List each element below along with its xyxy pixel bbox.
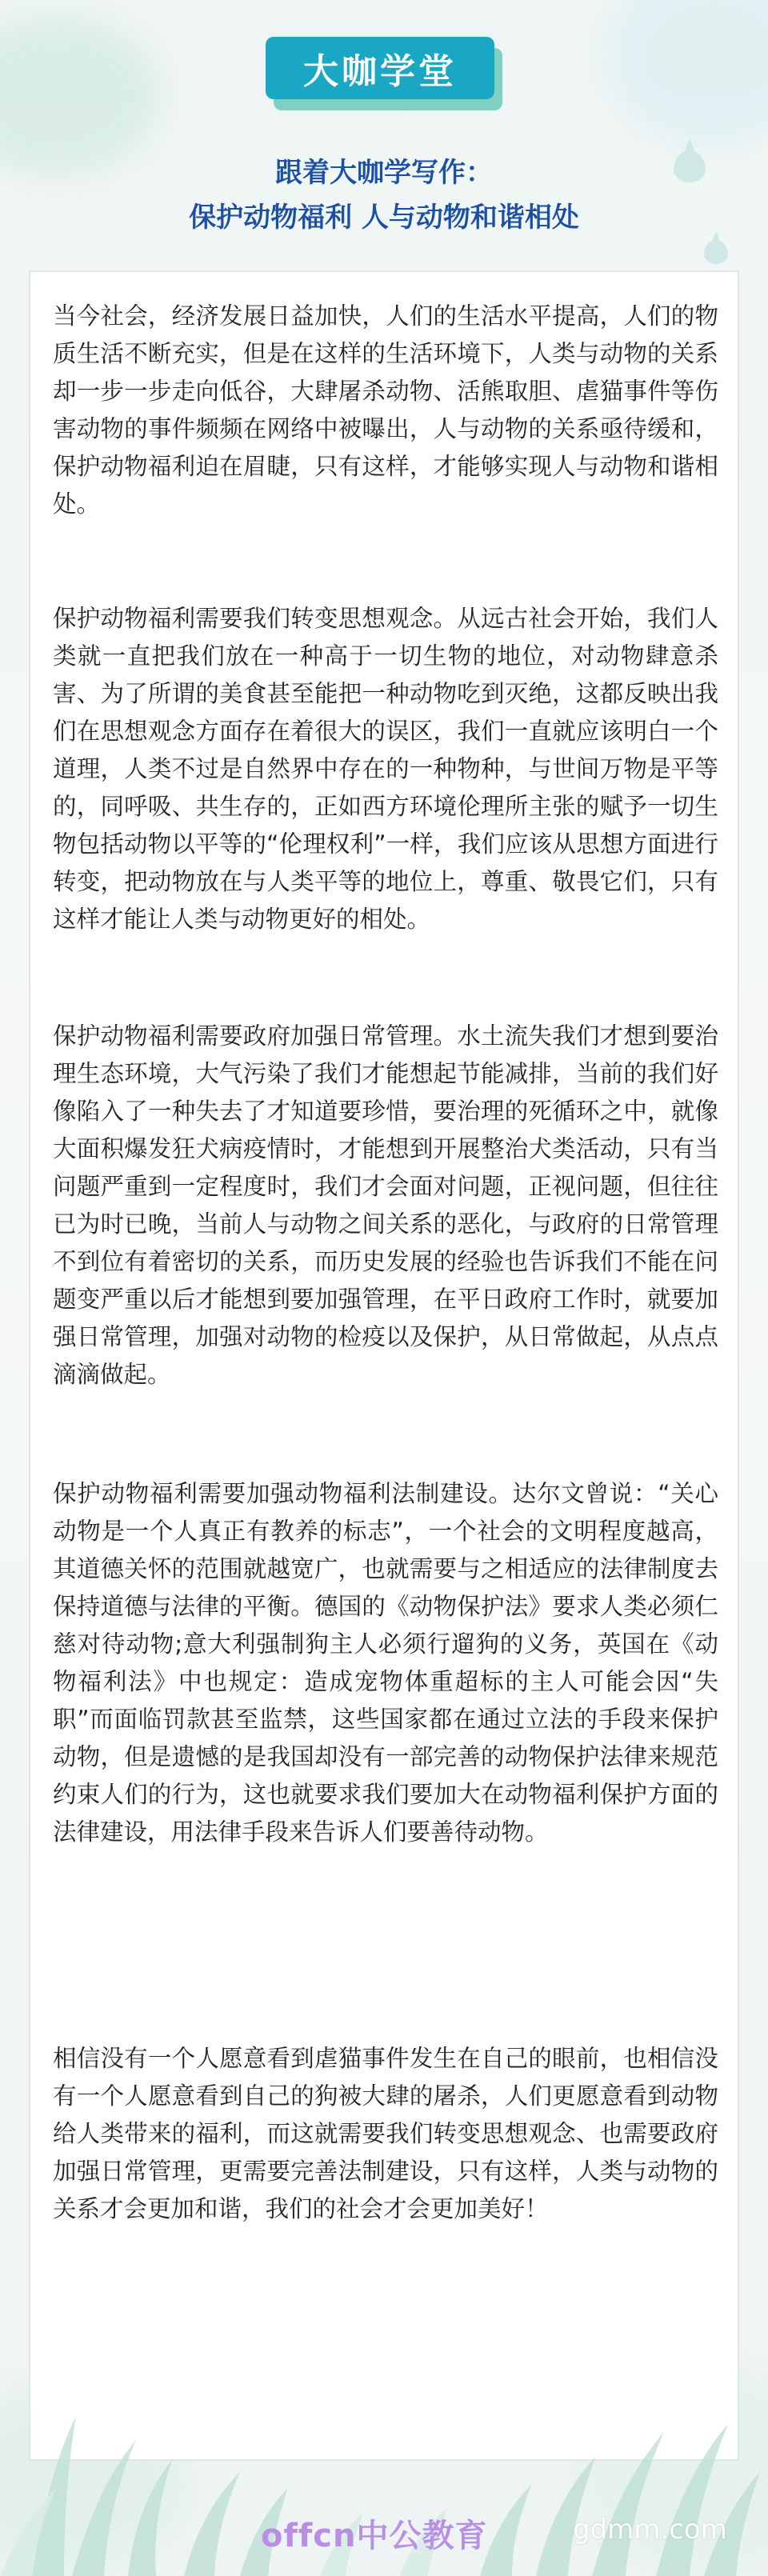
article-paragraph: 保护动物福利需要我们转变思想观念。从远古社会开始，我们人类就一直把我们放在一种高于一切生物的地位，对动物肆意杀害、为了所谓的美食甚至能把一种动物吃到灭绝，这都反映出我们在思想观念方面存在着很大的误区，我们一直就应该明白一个道理，人类不过是自然界中存在的一种物种，与世间万物是平等的，同呼吸、共生存的，正如西方环境伦理所主张的赋予一切生物包括动物以平等的“伦理权利”一样，我们应该从思想方面进行转变，把动物放在与人类平等的地位上，尊重、敬畏它们，只有这样才能让人类与动物更好的相处。: [53, 605, 718, 933]
header-badge-label: 大咖学堂: [266, 37, 494, 99]
article-paragraph: 保护动物福利需要政府加强日常管理。水土流失我们才想到要治理生态环境，大气污染了我们才能想起节能减排，当前的我们好像陷入了一种失去了才知道要珍惜，要治理的死循环之中，就像大面积爆发狂犬病疫情时，才能想到开展整治犬类活动，只有当问题严重到一定程度时，我们才会面对问题，正视问题，但往往已为时已晚，当前人与动物之间关系的恶化，与政府的日常管理不到位有着密切的关系，而历史发展的经验也告诉我们不能在问题变严重以后才能想到要加强管理，在平日政府工作时，就要加强日常管理，加强对动物的检疫以及保护，从日常做起，从点点滴滴做起。: [53, 1022, 718, 1388]
watermark-url: gdmm.com: [573, 2514, 727, 2546]
article-paragraph: 当今社会，经济发展日益加快，人们的生活水平提高，人们的物质生活不断充实，但是在这样的生活环境下，人类与动物的关系却一步一步走向低谷，大肆屠杀动物、活熊取胆、虐猫事件等伤害动物的事件频频在网络中被曝出，人与动物的关系亟待缓和，保护动物福利迫在眉睫，只有这样，才能够实现人与动物和谐相处。: [53, 302, 718, 518]
page-subtitle-line1: 跟着大咖学写作：: [275, 157, 493, 189]
water-drop-icon: [704, 240, 728, 264]
header-badge: [266, 37, 502, 110]
article-paragraph: 相信没有一个人愿意看到虐猫事件发生在自己的眼前，也相信没有一个人愿意看到自己的狗被大肆的屠杀，人们更愿意看到动物给人类带来的福利，而这就需要我们转变思想观念、也需要政府加强日常管理，更需要完善法制建设，只有这样，人类与动物的关系才会更加和谐，我们的社会才会更加美好！: [53, 2045, 718, 2222]
brand-logo: offcn中公教育: [261, 2518, 488, 2554]
page-subtitle-line2: 保护动物福利 人与动物和谐相处: [189, 202, 579, 234]
article-paragraph: 保护动物福利需要加强动物福利法制建设。达尔文曾说：“关心动物是一个人真正有教养的标志”，一个社会的文明程度越高，其道德关怀的范围就越宽广，也就需要与之相适应的法律制度去保持道德与法律的平衡。德国的《动物保护法》要求人类必须仁慈对待动物;意大利强制狗主人必须行遛狗的义务，英国在《动物福利法》中也规定：造成宠物体重超标的主人可能会因“失职”而面临罚款甚至监禁，这些国家都在通过立法的手段来保护动物，但是遗憾的是我国却没有一部完善的动物保护法律来规范约束人们的行为，这也就要求我们要加大在动物福利保护方面的法律建设，用法律手段来告诉人们要善待动物。: [53, 1480, 718, 1846]
